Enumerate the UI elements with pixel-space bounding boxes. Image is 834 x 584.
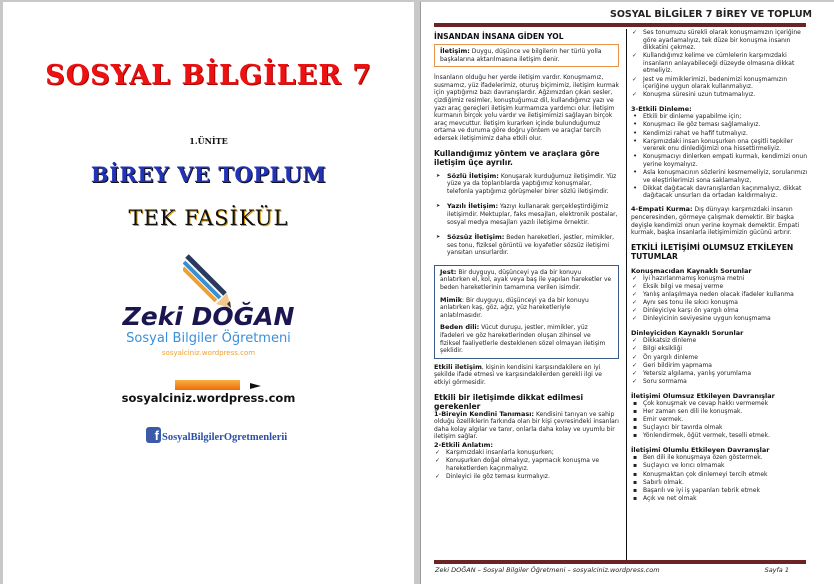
list-item: ✓ Bilgi eksikliği: [631, 345, 811, 353]
right-column: [631, 29, 811, 503]
text: Kendisini tanıyan ve sahip olduğu özelliklerin farkında olan bir kişi çevresindeki insanları daha kolay algılar ve tanır, onlarla daha kolay ve uyumlu bir iletişim sağlar.: [434, 410, 619, 441]
list-item: ✓ Konuşma süresini uzun tutmamalıyız.: [631, 91, 811, 99]
type-text: Yazıyı kullanarak gerçekleştirdiğimiz iletişimdir. Mektuplar, faks mesajları, elektronik postalar, sosyal medya mesajları yazılı iletişime örnektir.: [447, 203, 618, 226]
facebook-link[interactable]: [146, 427, 287, 443]
term: 1-Bireyin Kendini Tanıması:: [434, 409, 535, 418]
definition-text: Duygu, düşünce ve bilgilerin her türlü yolla başkalarına aktarılmasına iletişim denir.: [440, 48, 602, 63]
list-item: ✓ Soru sormama: [631, 378, 811, 386]
list-item: ✓ Dinleyiciye karşı ön yargılı olma: [631, 307, 811, 315]
list-item: [434, 173, 619, 196]
list-item: ✓ Yetersiz algılama, yanlış yorumlama: [631, 370, 811, 378]
positive-behaviors-list: [631, 454, 811, 502]
listening-heading: 3-Etkili Dinleme:: [631, 105, 692, 114]
speaker-problems-list: [631, 275, 811, 323]
listener-problems-heading: Dinleyiciden Kaynaklı Sorunlar: [631, 329, 744, 338]
negative-behaviors-heading: İletişimi Olumsuz Etkileyen Davranışlar: [631, 391, 775, 400]
type-text: Beden hareketleri, jestler, mimikler, ses tonu, fiziksel görüntü ve kıyafetler sözsüz iletişimi yansıtan unsurlardır.: [447, 234, 615, 257]
list-item: ▪ Emir vermek.: [631, 416, 811, 424]
list-item: ▪ Açık ve net olmak: [631, 495, 811, 503]
negative-behaviors-list: [631, 400, 811, 440]
list-item: [434, 234, 619, 257]
intro-paragraph: İnsanların olduğu her yerde iletişim vardır. Konuşmamız, susmamız, yüz ifadelerimiz, oturuş biçimimiz, iletişim kurmak için yaptığımız bazı davranışlardır. Ağzımızdan çıkan sesler, çizdiğimiz resimler, konuştuğumuz dil, kullandığımız yazı ve yazı araç gereçleri iletişim kurmamıza yardımcı olur. İletişim kurmanın birçok yolu vardır ve iletişimimizi sağlayan birçok araç mevcuttur. İletişim kurarken içinde bulunduğumuz ortama ve duruma göre doğru yöntem ve araçlar tercih edersek iletişimimiz daha etkili olur.: [434, 74, 619, 142]
empathy-paragraph: [631, 206, 811, 236]
page-header: SOSYAL BİLGİLER 7 BİREY VE TOPLUM: [609, 9, 812, 20]
list-item: ✓ Kullandığımız kelime ve cümlelerin karşımızdaki insanların anlayabileceği düzeyde olmasına dikkat etmeliyiz.: [631, 52, 811, 75]
text: Vücut duruşu, jestler, mimikler, yüz ifadeleri ve göz hareketlerinden oluşan zihinsel ve fiziksel faaliyetlerle desteklenen sözel olmayan iletişim şeklidir.: [440, 324, 606, 355]
list-item: ▪ Konuşmaktan çok dinlemeyi tercih etmek: [631, 471, 811, 479]
left-column: [434, 32, 619, 481]
list-item: • Asla konuşmacının sözlerini kesmemeliyiz, sorularımızı ve eleştirilerimizi sona saklamalıyız,: [631, 169, 811, 184]
list-item: ▪ Ben dili ile konuşmaya özen göstermek.: [631, 454, 811, 462]
list-item: ✓ Ön yargılı dinleme: [631, 354, 811, 362]
types-heading: Kullandığımız yöntem ve araçlara göre iletişim üçe ayrılır.: [434, 148, 600, 167]
page-number: Sayfa 1: [764, 566, 789, 574]
cover-page: [3, 2, 414, 584]
definition-box: [434, 44, 619, 67]
list-item: • Konuşmacıyı dinlerken empati kurmalı, kendimizi onun yerine koymalıyız.: [631, 153, 811, 168]
list-item: ✓ Dikkatsiz dinleme: [631, 337, 811, 345]
type-term: Sözsüz İletişim:: [447, 233, 505, 242]
website-link[interactable]: sosyalciniz.wordpress.com: [121, 391, 296, 405]
text: Bir duyguyu, düşünceyi ya da bir konuyu anlatırken el, kol, ayak veya baş ile yapılan hareketler ve beden hareketlerinin tamamına verilen isimdir.: [440, 268, 612, 292]
pencil-tip-icon: [250, 383, 261, 389]
author-site[interactable]: sosyalciniz.wordpress.com: [161, 349, 256, 357]
unit-label: 1.ÜNİTE: [189, 136, 228, 146]
listening-list: [631, 113, 811, 200]
expression-list: [434, 449, 619, 480]
communication-types-list: [434, 173, 619, 257]
list-item: ✓ Eksik bilgi ve mesaj verme: [631, 283, 811, 291]
type-text: Konuşarak kurduğumuz iletişimdir. Yüz yüze ya da toplantılarda yaptığımız konuşmalar, telefonla yaptığımız görüşmeler birer sözlü iletişimdir.: [447, 172, 617, 195]
cover-title: SOSYAL BİLGİLER 7: [45, 60, 372, 91]
positive-behaviors-heading: İletişimi Olumlu Etkileyen Davranışlar: [631, 446, 770, 455]
list-item: ▪ Suçlayıcı ve kırıcı olmamak: [631, 462, 811, 470]
fascicle-label: TEK FASİKÜL: [128, 206, 289, 230]
self-knowledge-paragraph: [434, 411, 619, 441]
term: Mimik: [440, 295, 463, 304]
text: Dış dünyayı karşımızdaki insanın penceresinden, görmeye çalışmak demektir. Bir başka deyişle kendimizi onun yerine koymak demektir. Empati kurmak, başka insanlarla iletişimimizin gücünü artırır.: [631, 206, 800, 237]
term: Etkili iletişim: [434, 362, 482, 371]
list-item: • Dikkat dağıtacak davranışlardan kaçınmalıyız, dikkat dağıtacak unsurları da ortadan kaldırmalıyız.: [631, 185, 811, 200]
jest-definition: [440, 269, 613, 292]
negative-attitudes-heading: ETKİLİ İLETİŞİMİ OLUMSUZ ETKİLEYEN TUTUMLAR: [631, 242, 794, 261]
section-title: İNSANDAN İNSANA GİDEN YOL: [434, 32, 564, 41]
list-item: • Karşımızdaki insan konuşurken ona çeşitli tepkiler vererek onu dinlediğimizi ona hissettirmeliyiz.: [631, 138, 811, 153]
facebook-page-name: SosyalBilgilerOgretmenlerii: [162, 432, 288, 443]
list-item: ▪ Suçlayıcı bir tavırda olmak: [631, 424, 811, 432]
listener-problems-list: [631, 337, 811, 385]
definition-term: İletişim:: [440, 47, 470, 55]
list-item: ✓ Dinleyicinin seviyesine uygun konuşmama: [631, 315, 811, 323]
author-name: Zeki DOĞAN: [122, 302, 295, 331]
nonverbal-definitions-box: [434, 265, 619, 359]
list-item: • Etkili bir dinleme yapabilme için;: [631, 113, 811, 121]
list-item: ▪ Başarılı ve iyi iş yapanları tebrik etmek: [631, 487, 811, 495]
text: : Bir duyguyu, düşünceyi ya da bir konuyu anlatırken kaş, göz, ağız, yüz hareketleriyle anlatılmasıdır.: [440, 296, 589, 319]
footer-rule: [434, 560, 806, 564]
page-footer-author: Zeki DOĞAN – Sosyal Bilgiler Öğretmeni – sosyalciniz.wordpress.com: [435, 566, 660, 574]
term: 4-Empati Kurma:: [631, 205, 693, 214]
header-rule: [434, 23, 806, 27]
list-item: ✓ Geri bildirim yapmama: [631, 362, 811, 370]
list-item: • Kendimizi rahat ve hafif tutmalıyız.: [631, 130, 811, 138]
list-item: ▪ Yönlendirmek, öğüt vermek, teselli etmek.: [631, 432, 811, 440]
pencil-bar-icon: [175, 380, 240, 390]
list-item: ✓ Konuşurken doğal olmalıyız, yapmacık konuşma ve hareketlerden kaçınmalıyız.: [434, 457, 619, 472]
mimik-definition: [440, 297, 613, 320]
list-item: [434, 203, 619, 226]
list-item: ✓ İyi hazırlanmamış konuşma metni: [631, 275, 811, 283]
list-item: ✓ Yanlış anlaşılmaya neden olacak ifadeler kullanma: [631, 291, 811, 299]
list-item: • Konuşmacı ile göz teması sağlamalıyız.: [631, 121, 811, 129]
list-item: ✓ Aynı ses tonu ile sıkıcı konuşma: [631, 299, 811, 307]
facebook-icon: f: [146, 427, 161, 443]
column-divider: [626, 29, 627, 560]
attention-heading: Etkili bir iletişimde dikkat edilmesi gerekenler: [434, 392, 584, 411]
author-role: Sosyal Bilgiler Öğretmeni: [126, 331, 291, 346]
list-item: ✓ Dinleyici ile göz teması kurmalıyız.: [434, 473, 619, 481]
effective-communication-paragraph: [434, 364, 619, 387]
content-page: [420, 2, 834, 584]
text: , kişinin kendisini karşısındakilere en iyi şekilde ifade etmesi ve karşısındakilerden gerekli ilgi ve etkiyi görmesidir.: [434, 363, 602, 386]
list-item: ✓ Karşımızdaki insanlarla konuşurken;: [434, 449, 619, 457]
term: Beden dili:: [440, 323, 480, 332]
unit-title: BİREY VE TOPLUM: [90, 162, 327, 187]
list-item: ▪ Sabırlı olmak.: [631, 479, 811, 487]
expression-heading: 2-Etkili Anlatım:: [434, 440, 494, 449]
list-item: ✓ Jest ve mimiklerimizi, bedenimizi konuşmamızın içeriğine uygun olarak kullanmalıyız.: [631, 76, 811, 91]
list-item: ▪ Çok konuşmak ve cevap hakkı vermemek: [631, 400, 811, 408]
type-term: Sözlü İletişim:: [447, 171, 499, 180]
type-term: Yazılı İletişim:: [447, 202, 499, 211]
list-item: ▪ Her zaman sen dili ile konuşmak.: [631, 408, 811, 416]
speaker-problems-heading: Konuşmacıdan Kaynaklı Sorunlar: [631, 266, 752, 275]
term: Jest:: [440, 267, 457, 276]
list-item: ✓ Ses tonumuzu sürekli olarak konuşmamızın içeriğine göre ayarlamalıyız, tek düze bir konuşma insanın dikkatini çekmez.: [631, 29, 811, 52]
body-language-definition: [440, 324, 613, 354]
expression-list-continued: [631, 29, 811, 99]
